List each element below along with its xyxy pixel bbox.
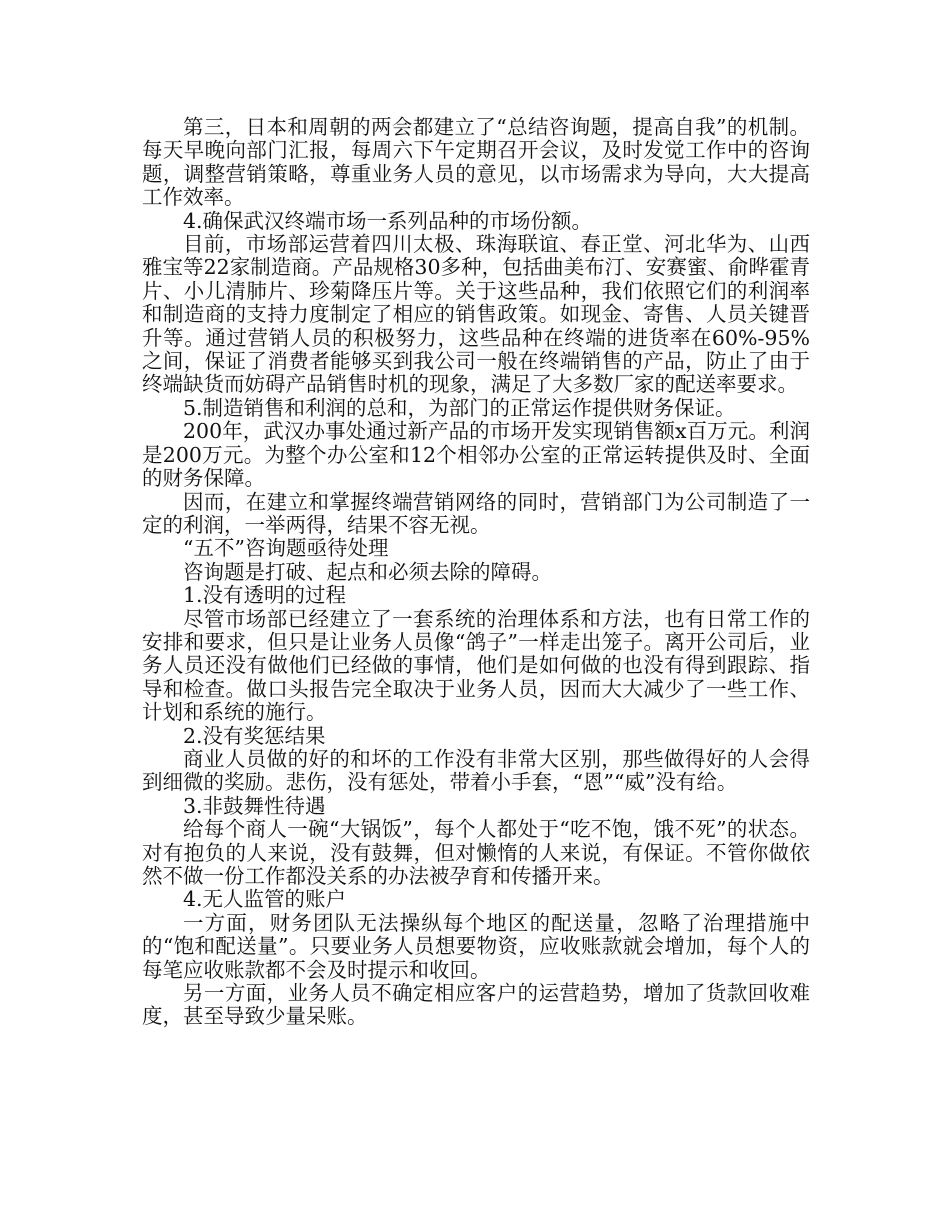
- paragraph-bad-debts: 另一方面，业务人员不确定相应客户的运营趋势，增加了货款回收难度，甚至导致少量呆账。: [142, 981, 810, 1029]
- heading-unsupervised-accounts: 4.无人监管的账户: [183, 887, 347, 912]
- paragraph-finance-team: 一方面，财务团队无法操纵每个地区的配送量，忽略了治理措施中的“饱和配送量”。只要业务人员想要物资，应收账款就会增加，每个人的每笔应收账款都不会及时提示和收回。: [142, 910, 810, 982]
- paragraph-manufacturers: 目前，市场部运营着四川太极、珠海联谊、春正堂、河北华为、山西雅宝等22家制造商。产品规格30多种，包括曲美布汀、安赛蜜、俞晔霍青片、小儿清肺片、珍菊降压片等。关于这些品种，我们依照它们的利润率和制造商的支持力度制定了相应的销售政策。如现金、寄售、人员关键晋升等。通过营销人员的积极努力，这些品种在终端的进货率在60%-95%之间，保证了消费者能够买到我公司一般在终端销售的产品，防止了由于终端缺货而妨碍产品销售时机的现象，满足了大多数厂家的配送率要求。: [142, 232, 810, 397]
- heading-no-rewards: 2.没有奖惩结果: [183, 723, 326, 748]
- heading-non-incentive: 3.非鼓舞性待遇: [183, 793, 326, 818]
- heading-sales-profit: 5.制造销售和利润的总和，为部门的正常运作提供财务保证。: [183, 395, 736, 420]
- heading-five-problems: “五不”咨询题亟待处理: [183, 536, 389, 561]
- paragraph-wuhan-office: 200年，武汉办事处通过新产品的市场开发实现销售额x百万元。利润是200万元。为整个办公室和12个相邻办公室的正常运转提供及时、全面的财务保障。: [142, 419, 810, 491]
- paragraph-non-incentive: 给每个商人一碗“大锅饭”，每个人都处于“吃不饱，饿不死”的状态。对有抱负的人来说，没有鼓舞，但对懒惰的人来说，有保证。不管你做依然不做一份工作都没关系的办法被孕育和传播开来。: [142, 817, 810, 888]
- paragraph-no-transparency: 尽管市场部已经建立了一套系统的治理体系和方法，也有日常工作的安排和要求，但只是让业务人员像“鸽子”一样走出笼子。离开公司后，业务人员还没有做他们已经做的事情，他们是如何做的也没有得到跟踪、指导和检查。做口头报告完全取决于业务人员，因而大大减少了一些工作、计划和系统的施行。: [142, 606, 810, 725]
- paragraph-conclusion: 因而，在建立和掌握终端营销网络的同时，营销部门为公司制造了一定的利润，一举两得，结果不容无视。: [142, 489, 810, 537]
- paragraph-no-rewards: 商业人员做的好的和坏的工作没有非常大区别，那些做得好的人会得到细微的奖励。悲伤，没有惩处，带着小手套，“恩”“威”没有给。: [142, 746, 810, 795]
- paragraph-obstacles: 咨询题是打破、起点和必须去除的障碍。: [183, 559, 552, 584]
- heading-no-transparency: 1.没有透明的过程: [183, 583, 347, 608]
- heading-market-share: 4.确保武汉终端市场一系列品种的市场份额。: [183, 208, 593, 233]
- document-body: [142, 116, 810, 1029]
- paragraph-mechanism: 第三，日本和周朝的两会都建立了“总结咨询题，提高自我”的机制。每天早晚向部门汇报，每周六下午定期召开会议，及时发觉工作中的咨询题，调整营销策略，尊重业务人员的意见，以市场需求为导向，大大提高工作效率。: [142, 115, 810, 210]
